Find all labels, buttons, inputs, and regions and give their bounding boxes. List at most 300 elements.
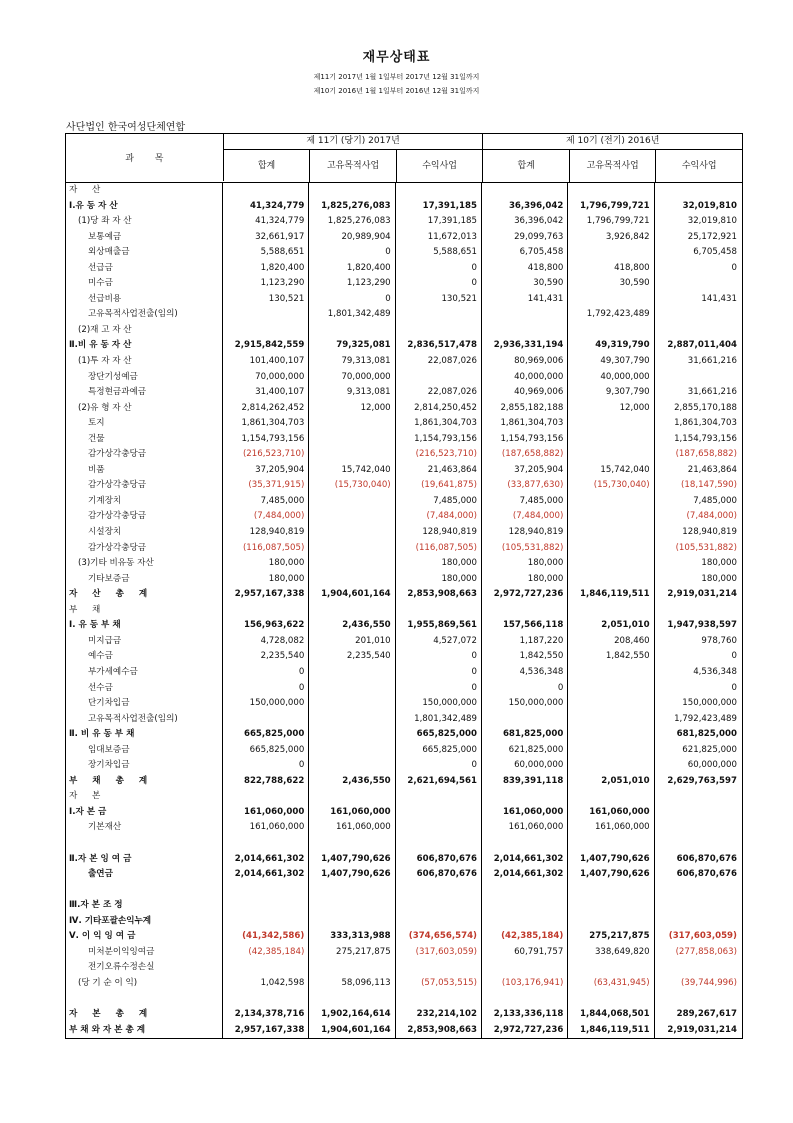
amount-cell: 1,123,290 bbox=[223, 276, 309, 292]
amount-cell: 1,861,304,703 bbox=[482, 416, 568, 432]
table-row bbox=[66, 323, 742, 339]
amount-cell: 31,400,107 bbox=[223, 385, 309, 401]
table-row bbox=[66, 478, 742, 494]
amount-cell: (7,484,000) bbox=[686, 511, 737, 522]
amount-cell: 180,000 bbox=[482, 572, 568, 588]
amount-cell: 180,000 bbox=[396, 556, 482, 572]
table-row bbox=[66, 245, 742, 261]
amount-cell bbox=[309, 696, 395, 712]
table-row bbox=[66, 509, 742, 525]
row-label: Ⅱ.자 본 잉 여 금 bbox=[66, 852, 223, 868]
row-label: 자 산 총 계 bbox=[66, 587, 223, 603]
table-row bbox=[66, 432, 742, 448]
amount-cell: 130,521 bbox=[223, 292, 309, 308]
amount-cell: 1,407,790,626 bbox=[309, 852, 395, 868]
amount-cell: 2,436,550 bbox=[309, 774, 395, 790]
amount-cell: 665,825,000 bbox=[223, 743, 309, 759]
row-label: 부 채 와 자 본 총 계 bbox=[66, 1023, 223, 1039]
row-label: 외상매출금 bbox=[66, 245, 223, 261]
amount-cell: 2,919,031,214 bbox=[667, 589, 737, 600]
row-label: 고유목적사업전출(임의) bbox=[66, 712, 223, 728]
amount-cell bbox=[396, 914, 482, 930]
amount-cell: 128,940,819 bbox=[682, 527, 737, 538]
amount-cell bbox=[223, 898, 309, 914]
amount-cell bbox=[309, 727, 395, 743]
amount-cell: 58,096,113 bbox=[309, 976, 395, 992]
row-label: 선급금 bbox=[66, 261, 223, 277]
amount-cell: 1,796,799,721 bbox=[568, 214, 654, 230]
amount-cell: 130,521 bbox=[396, 292, 482, 308]
amount-cell bbox=[309, 416, 395, 432]
amount-cell: 150,000,000 bbox=[682, 698, 737, 709]
table-row bbox=[66, 494, 742, 510]
amount-cell bbox=[309, 603, 395, 619]
amount-cell: 0 bbox=[309, 245, 395, 261]
amount-cell: 2,814,262,452 bbox=[223, 401, 309, 417]
group-current-title: 제 11기 (당기) 2017년 bbox=[224, 134, 483, 150]
amount-cell: (19,641,875) bbox=[396, 478, 482, 494]
table-row bbox=[66, 572, 742, 588]
row-label: 특정현금과예금 bbox=[66, 385, 223, 401]
amount-cell: (42,385,184) bbox=[223, 945, 309, 961]
amount-cell bbox=[655, 603, 741, 619]
amount-cell: (7,484,000) bbox=[223, 509, 309, 525]
amount-cell: (35,371,915) bbox=[223, 478, 309, 494]
amount-cell bbox=[309, 323, 395, 339]
amount-cell bbox=[655, 323, 741, 339]
amount-cell: (41,342,586) bbox=[223, 929, 309, 945]
amount-cell bbox=[655, 836, 741, 852]
amount-cell: 1,154,793,156 bbox=[396, 432, 482, 448]
amount-cell bbox=[396, 805, 482, 821]
amount-cell: 1,904,601,164 bbox=[309, 587, 395, 603]
amount-cell: (63,431,945) bbox=[568, 976, 654, 992]
amount-cell bbox=[568, 743, 654, 759]
row-label: 단기차입금 bbox=[66, 696, 223, 712]
amount-cell: 621,825,000 bbox=[482, 743, 568, 759]
amount-cell: (15,730,040) bbox=[309, 478, 395, 494]
amount-cell: 161,060,000 bbox=[309, 820, 395, 836]
amount-cell bbox=[655, 370, 741, 386]
amount-cell bbox=[568, 245, 654, 261]
amount-cell: 2,957,167,338 bbox=[223, 587, 309, 603]
amount-cell bbox=[309, 712, 395, 728]
amount-cell: 681,825,000 bbox=[482, 727, 568, 743]
amount-cell bbox=[655, 960, 741, 976]
amount-cell: 621,825,000 bbox=[682, 744, 737, 755]
amount-cell: 180,000 bbox=[482, 556, 568, 572]
amount-cell: 2,936,331,194 bbox=[482, 338, 568, 354]
amount-cell: 150,000,000 bbox=[482, 696, 568, 712]
table-row bbox=[66, 774, 742, 790]
amount-cell: 2,051,010 bbox=[568, 774, 654, 790]
table-row bbox=[66, 556, 742, 572]
amount-cell bbox=[223, 960, 309, 976]
amount-cell bbox=[309, 494, 395, 510]
amount-cell: 1,792,423,489 bbox=[674, 713, 737, 724]
amount-cell bbox=[223, 307, 309, 323]
amount-cell bbox=[568, 494, 654, 510]
amount-cell bbox=[568, 960, 654, 976]
amount-cell: 232,214,102 bbox=[396, 1007, 482, 1023]
amount-cell: 822,788,622 bbox=[223, 774, 309, 790]
amount-cell: 6,705,458 bbox=[693, 247, 737, 258]
amount-cell: (57,053,515) bbox=[396, 976, 482, 992]
table-row bbox=[66, 867, 742, 883]
amount-cell bbox=[309, 914, 395, 930]
row-label: Ⅰ.유 동 자 산 bbox=[66, 199, 223, 215]
amount-cell: 0 bbox=[309, 292, 395, 308]
amount-cell: (7,484,000) bbox=[396, 509, 482, 525]
amount-cell: 22,087,026 bbox=[396, 385, 482, 401]
amount-cell bbox=[396, 960, 482, 976]
amount-cell bbox=[568, 432, 654, 448]
amount-cell: 1,842,550 bbox=[482, 649, 568, 665]
amount-cell: 275,217,875 bbox=[568, 929, 654, 945]
amount-cell: (374,656,574) bbox=[396, 929, 482, 945]
amount-cell: 20,989,904 bbox=[309, 230, 395, 246]
amount-cell bbox=[568, 758, 654, 774]
amount-cell: 40,000,000 bbox=[568, 370, 654, 386]
row-label: 고유목적사업전출(임의) bbox=[66, 307, 223, 323]
header-subject: 과 목 bbox=[66, 134, 224, 181]
amount-cell: 1,042,598 bbox=[223, 976, 309, 992]
amount-cell: 1,825,276,083 bbox=[309, 214, 395, 230]
amount-cell: 161,060,000 bbox=[482, 820, 568, 836]
row-label: 토지 bbox=[66, 416, 223, 432]
amount-cell bbox=[396, 836, 482, 852]
table-row bbox=[66, 1007, 742, 1023]
row-label: 자 산 bbox=[66, 183, 223, 199]
amount-cell bbox=[223, 991, 309, 1007]
table-row bbox=[66, 261, 742, 277]
amount-cell: 0 bbox=[731, 651, 737, 662]
amount-cell: 15,742,040 bbox=[568, 463, 654, 479]
amount-cell bbox=[482, 789, 568, 805]
table-row bbox=[66, 789, 742, 805]
amount-cell: 9,307,790 bbox=[568, 385, 654, 401]
amount-cell: 2,014,661,302 bbox=[482, 867, 568, 883]
row-label: (2)유 형 자 산 bbox=[66, 401, 223, 417]
amount-cell: 418,800 bbox=[482, 261, 568, 277]
amount-cell: 11,672,013 bbox=[396, 230, 482, 246]
amount-cell: 25,172,921 bbox=[687, 231, 737, 242]
organization-name: 사단법인 한국여성단체연합 bbox=[66, 122, 186, 133]
amount-cell: 9,313,081 bbox=[309, 385, 395, 401]
amount-cell: 0 bbox=[396, 276, 482, 292]
amount-cell: 338,649,820 bbox=[568, 945, 654, 961]
table-row bbox=[66, 712, 742, 728]
header-col-profit: 수익사업 bbox=[422, 161, 457, 171]
amount-cell bbox=[396, 898, 482, 914]
amount-cell: 37,205,904 bbox=[223, 463, 309, 479]
amount-cell bbox=[223, 836, 309, 852]
amount-cell: 1,861,304,703 bbox=[396, 416, 482, 432]
amount-cell bbox=[482, 603, 568, 619]
document-title: 재무상태표 bbox=[362, 50, 431, 65]
amount-cell bbox=[568, 572, 654, 588]
amount-cell bbox=[396, 370, 482, 386]
row-label: 감가상각충당금 bbox=[66, 478, 223, 494]
amount-cell bbox=[482, 960, 568, 976]
amount-cell bbox=[568, 292, 654, 308]
row-label: 미처분이익잉여금 bbox=[66, 945, 223, 961]
header-group-prior bbox=[483, 134, 742, 182]
amount-cell: 6,705,458 bbox=[482, 245, 568, 261]
amount-cell: 15,742,040 bbox=[309, 463, 395, 479]
amount-cell bbox=[396, 820, 482, 836]
amount-cell: 12,000 bbox=[309, 401, 395, 417]
amount-cell bbox=[396, 183, 482, 199]
amount-cell bbox=[568, 416, 654, 432]
amount-cell: 0 bbox=[396, 665, 482, 681]
amount-cell: 1,902,164,614 bbox=[309, 1007, 395, 1023]
table-row bbox=[66, 199, 742, 215]
amount-cell: (42,385,184) bbox=[482, 929, 568, 945]
row-label bbox=[66, 836, 223, 852]
amount-cell: 333,313,988 bbox=[309, 929, 395, 945]
amount-cell: 161,060,000 bbox=[223, 820, 309, 836]
amount-cell: 2,972,727,236 bbox=[482, 587, 568, 603]
amount-cell: 101,400,107 bbox=[223, 354, 309, 370]
amount-cell: (15,730,040) bbox=[568, 478, 654, 494]
amount-cell: 12,000 bbox=[568, 401, 654, 417]
amount-cell bbox=[309, 183, 395, 199]
amount-cell: 31,661,216 bbox=[687, 356, 737, 367]
table-header bbox=[66, 134, 742, 183]
amount-cell: 17,391,185 bbox=[396, 214, 482, 230]
amount-cell: 49,307,790 bbox=[568, 354, 654, 370]
amount-cell bbox=[568, 681, 654, 697]
amount-cell: 2,814,250,452 bbox=[396, 401, 482, 417]
row-label bbox=[66, 991, 223, 1007]
amount-cell: (103,176,941) bbox=[482, 976, 568, 992]
amount-cell: (33,877,630) bbox=[482, 478, 568, 494]
amount-cell: 4,536,348 bbox=[482, 665, 568, 681]
amount-cell: 161,060,000 bbox=[482, 805, 568, 821]
row-label: 자 본 총 계 bbox=[66, 1007, 223, 1023]
row-label: 장단기성예금 bbox=[66, 370, 223, 386]
amount-cell: 2,853,908,663 bbox=[396, 1023, 482, 1039]
amount-cell: 606,870,676 bbox=[676, 869, 737, 880]
table-row bbox=[66, 836, 742, 852]
amount-cell: 161,060,000 bbox=[568, 820, 654, 836]
table-row bbox=[66, 743, 742, 759]
amount-cell: 289,267,617 bbox=[676, 1008, 737, 1019]
table-row bbox=[66, 649, 742, 665]
amount-cell: (216,523,710) bbox=[396, 447, 482, 463]
amount-cell: 1,407,790,626 bbox=[568, 852, 654, 868]
amount-cell: 2,051,010 bbox=[568, 618, 654, 634]
amount-cell: 418,800 bbox=[568, 261, 654, 277]
amount-cell bbox=[223, 789, 309, 805]
table-row bbox=[66, 634, 742, 650]
amount-cell: 30,590 bbox=[482, 276, 568, 292]
row-label: 감가상각충당금 bbox=[66, 541, 223, 557]
amount-cell: 41,324,779 bbox=[223, 199, 309, 215]
amount-cell bbox=[568, 525, 654, 541]
table-row bbox=[66, 960, 742, 976]
amount-cell bbox=[568, 991, 654, 1007]
amount-cell: (317,603,059) bbox=[668, 931, 737, 942]
row-label: Ⅱ. 비 유 동 부 채 bbox=[66, 727, 223, 743]
amount-cell: 1,123,290 bbox=[309, 276, 395, 292]
row-label: 부가세예수금 bbox=[66, 665, 223, 681]
header-col-purpose: 고유목적사업 bbox=[310, 150, 397, 182]
amount-cell: 180,000 bbox=[701, 573, 737, 584]
amount-cell bbox=[568, 183, 654, 199]
amount-cell bbox=[655, 276, 741, 292]
amount-cell: 1,825,276,083 bbox=[309, 199, 395, 215]
amount-cell: 0 bbox=[396, 649, 482, 665]
row-label: 비품 bbox=[66, 463, 223, 479]
amount-cell bbox=[568, 447, 654, 463]
amount-cell: 1,154,793,156 bbox=[674, 433, 737, 444]
table-row bbox=[66, 852, 742, 868]
row-label: 자 본 bbox=[66, 789, 223, 805]
amount-cell bbox=[568, 898, 654, 914]
amount-cell: 665,825,000 bbox=[396, 743, 482, 759]
amount-cell: 1,796,799,721 bbox=[568, 199, 654, 215]
table-row bbox=[66, 276, 742, 292]
table-row bbox=[66, 820, 742, 836]
row-label: 미수금 bbox=[66, 276, 223, 292]
amount-cell: 70,000,000 bbox=[309, 370, 395, 386]
row-label: 시설장치 bbox=[66, 525, 223, 541]
table-row bbox=[66, 883, 742, 899]
amount-cell: 0 bbox=[223, 758, 309, 774]
table-row bbox=[66, 727, 742, 743]
amount-cell: 606,870,676 bbox=[676, 853, 737, 864]
amount-cell bbox=[309, 509, 395, 525]
amount-cell: 1,947,938,597 bbox=[667, 620, 737, 631]
amount-cell: (105,531,882) bbox=[482, 541, 568, 557]
table-row bbox=[66, 370, 742, 386]
amount-cell bbox=[482, 883, 568, 899]
amount-cell: 4,536,348 bbox=[693, 666, 737, 677]
amount-cell: (317,603,059) bbox=[396, 945, 482, 961]
group-prior-title: 제 10기 (전기) 2016년 bbox=[483, 134, 742, 150]
amount-cell bbox=[568, 914, 654, 930]
table-row bbox=[66, 1023, 742, 1039]
amount-cell: 22,087,026 bbox=[396, 354, 482, 370]
amount-cell: 70,000,000 bbox=[223, 370, 309, 386]
table-row bbox=[66, 214, 742, 230]
amount-cell: 1,904,601,164 bbox=[309, 1023, 395, 1039]
amount-cell: 31,661,216 bbox=[687, 387, 737, 398]
row-label: (당 기 순 이 익) bbox=[66, 976, 223, 992]
amount-cell: 2,134,378,716 bbox=[223, 1007, 309, 1023]
amount-cell: 2,972,727,236 bbox=[482, 1023, 568, 1039]
amount-cell bbox=[309, 681, 395, 697]
amount-cell: 161,060,000 bbox=[568, 805, 654, 821]
amount-cell: 1,861,304,703 bbox=[674, 418, 737, 429]
amount-cell bbox=[568, 836, 654, 852]
amount-cell bbox=[655, 183, 741, 199]
amount-cell bbox=[309, 447, 395, 463]
amount-cell: 681,825,000 bbox=[676, 729, 737, 740]
amount-cell: 180,000 bbox=[701, 558, 737, 569]
amount-cell: 7,485,000 bbox=[223, 494, 309, 510]
amount-cell: 4,728,082 bbox=[223, 634, 309, 650]
row-label: Ⅴ. 이 익 잉 여 금 bbox=[66, 929, 223, 945]
amount-cell: 17,391,185 bbox=[396, 199, 482, 215]
row-label: 감가상각충당금 bbox=[66, 509, 223, 525]
amount-cell bbox=[309, 883, 395, 899]
amount-cell: 180,000 bbox=[223, 572, 309, 588]
amount-cell bbox=[309, 836, 395, 852]
amount-cell: 1,792,423,489 bbox=[568, 307, 654, 323]
amount-cell bbox=[568, 541, 654, 557]
amount-cell: (105,531,882) bbox=[675, 542, 737, 553]
table-row bbox=[66, 292, 742, 308]
amount-cell: 2,235,540 bbox=[223, 649, 309, 665]
amount-cell: 60,000,000 bbox=[482, 758, 568, 774]
amount-cell: 32,661,917 bbox=[223, 230, 309, 246]
amount-cell: (39,744,996) bbox=[681, 977, 737, 988]
amount-cell bbox=[482, 836, 568, 852]
amount-cell: 79,313,081 bbox=[309, 354, 395, 370]
table-row bbox=[66, 401, 742, 417]
amount-cell: (7,484,000) bbox=[482, 509, 568, 525]
amount-cell bbox=[309, 743, 395, 759]
period-current: 제11기 2017년 1월 1일부터 2017년 12월 31일까지 bbox=[313, 73, 480, 81]
table-row bbox=[66, 541, 742, 557]
amount-cell: 2,887,011,404 bbox=[667, 340, 737, 351]
row-label: 부 채 bbox=[66, 603, 223, 619]
amount-cell: 0 bbox=[482, 681, 568, 697]
amount-cell bbox=[568, 665, 654, 681]
table-row bbox=[66, 338, 742, 354]
table-row bbox=[66, 681, 742, 697]
amount-cell: 2,436,550 bbox=[309, 618, 395, 634]
amount-cell: 1,154,793,156 bbox=[223, 432, 309, 448]
amount-cell: 606,870,676 bbox=[396, 852, 482, 868]
amount-cell: 2,855,170,188 bbox=[674, 402, 737, 413]
row-label: (3)기타 비유동 자산 bbox=[66, 556, 223, 572]
amount-cell bbox=[223, 323, 309, 339]
amount-cell: 1,842,550 bbox=[568, 649, 654, 665]
amount-cell: 49,319,790 bbox=[568, 338, 654, 354]
amount-cell: 2,853,908,663 bbox=[396, 587, 482, 603]
amount-cell: 2,621,694,561 bbox=[396, 774, 482, 790]
amount-cell: 0 bbox=[396, 758, 482, 774]
row-label: 선급비용 bbox=[66, 292, 223, 308]
amount-cell: 150,000,000 bbox=[396, 696, 482, 712]
amount-cell: 1,955,869,561 bbox=[396, 618, 482, 634]
row-label: 전기오류수정손실 bbox=[66, 960, 223, 976]
row-label: Ⅰ. 유 동 부 채 bbox=[66, 618, 223, 634]
amount-cell: 0 bbox=[223, 681, 309, 697]
amount-cell: 5,588,651 bbox=[396, 245, 482, 261]
row-label: (1)당 좌 자 산 bbox=[66, 214, 223, 230]
amount-cell bbox=[396, 307, 482, 323]
amount-cell bbox=[396, 883, 482, 899]
amount-cell: 2,836,517,478 bbox=[396, 338, 482, 354]
row-label: 기계장치 bbox=[66, 494, 223, 510]
row-label: Ⅱ.비 유 동 자 산 bbox=[66, 338, 223, 354]
table-row bbox=[66, 463, 742, 479]
row-label: 감가상각충당금 bbox=[66, 447, 223, 463]
amount-cell: (277,858,063) bbox=[675, 946, 737, 957]
amount-cell bbox=[655, 789, 741, 805]
balance-sheet-table bbox=[65, 133, 743, 1039]
amount-cell: 7,485,000 bbox=[693, 495, 737, 506]
amount-cell: 180,000 bbox=[223, 556, 309, 572]
amount-cell bbox=[309, 991, 395, 1007]
amount-cell: (18,147,590) bbox=[681, 480, 737, 491]
row-label: 임대보증금 bbox=[66, 743, 223, 759]
